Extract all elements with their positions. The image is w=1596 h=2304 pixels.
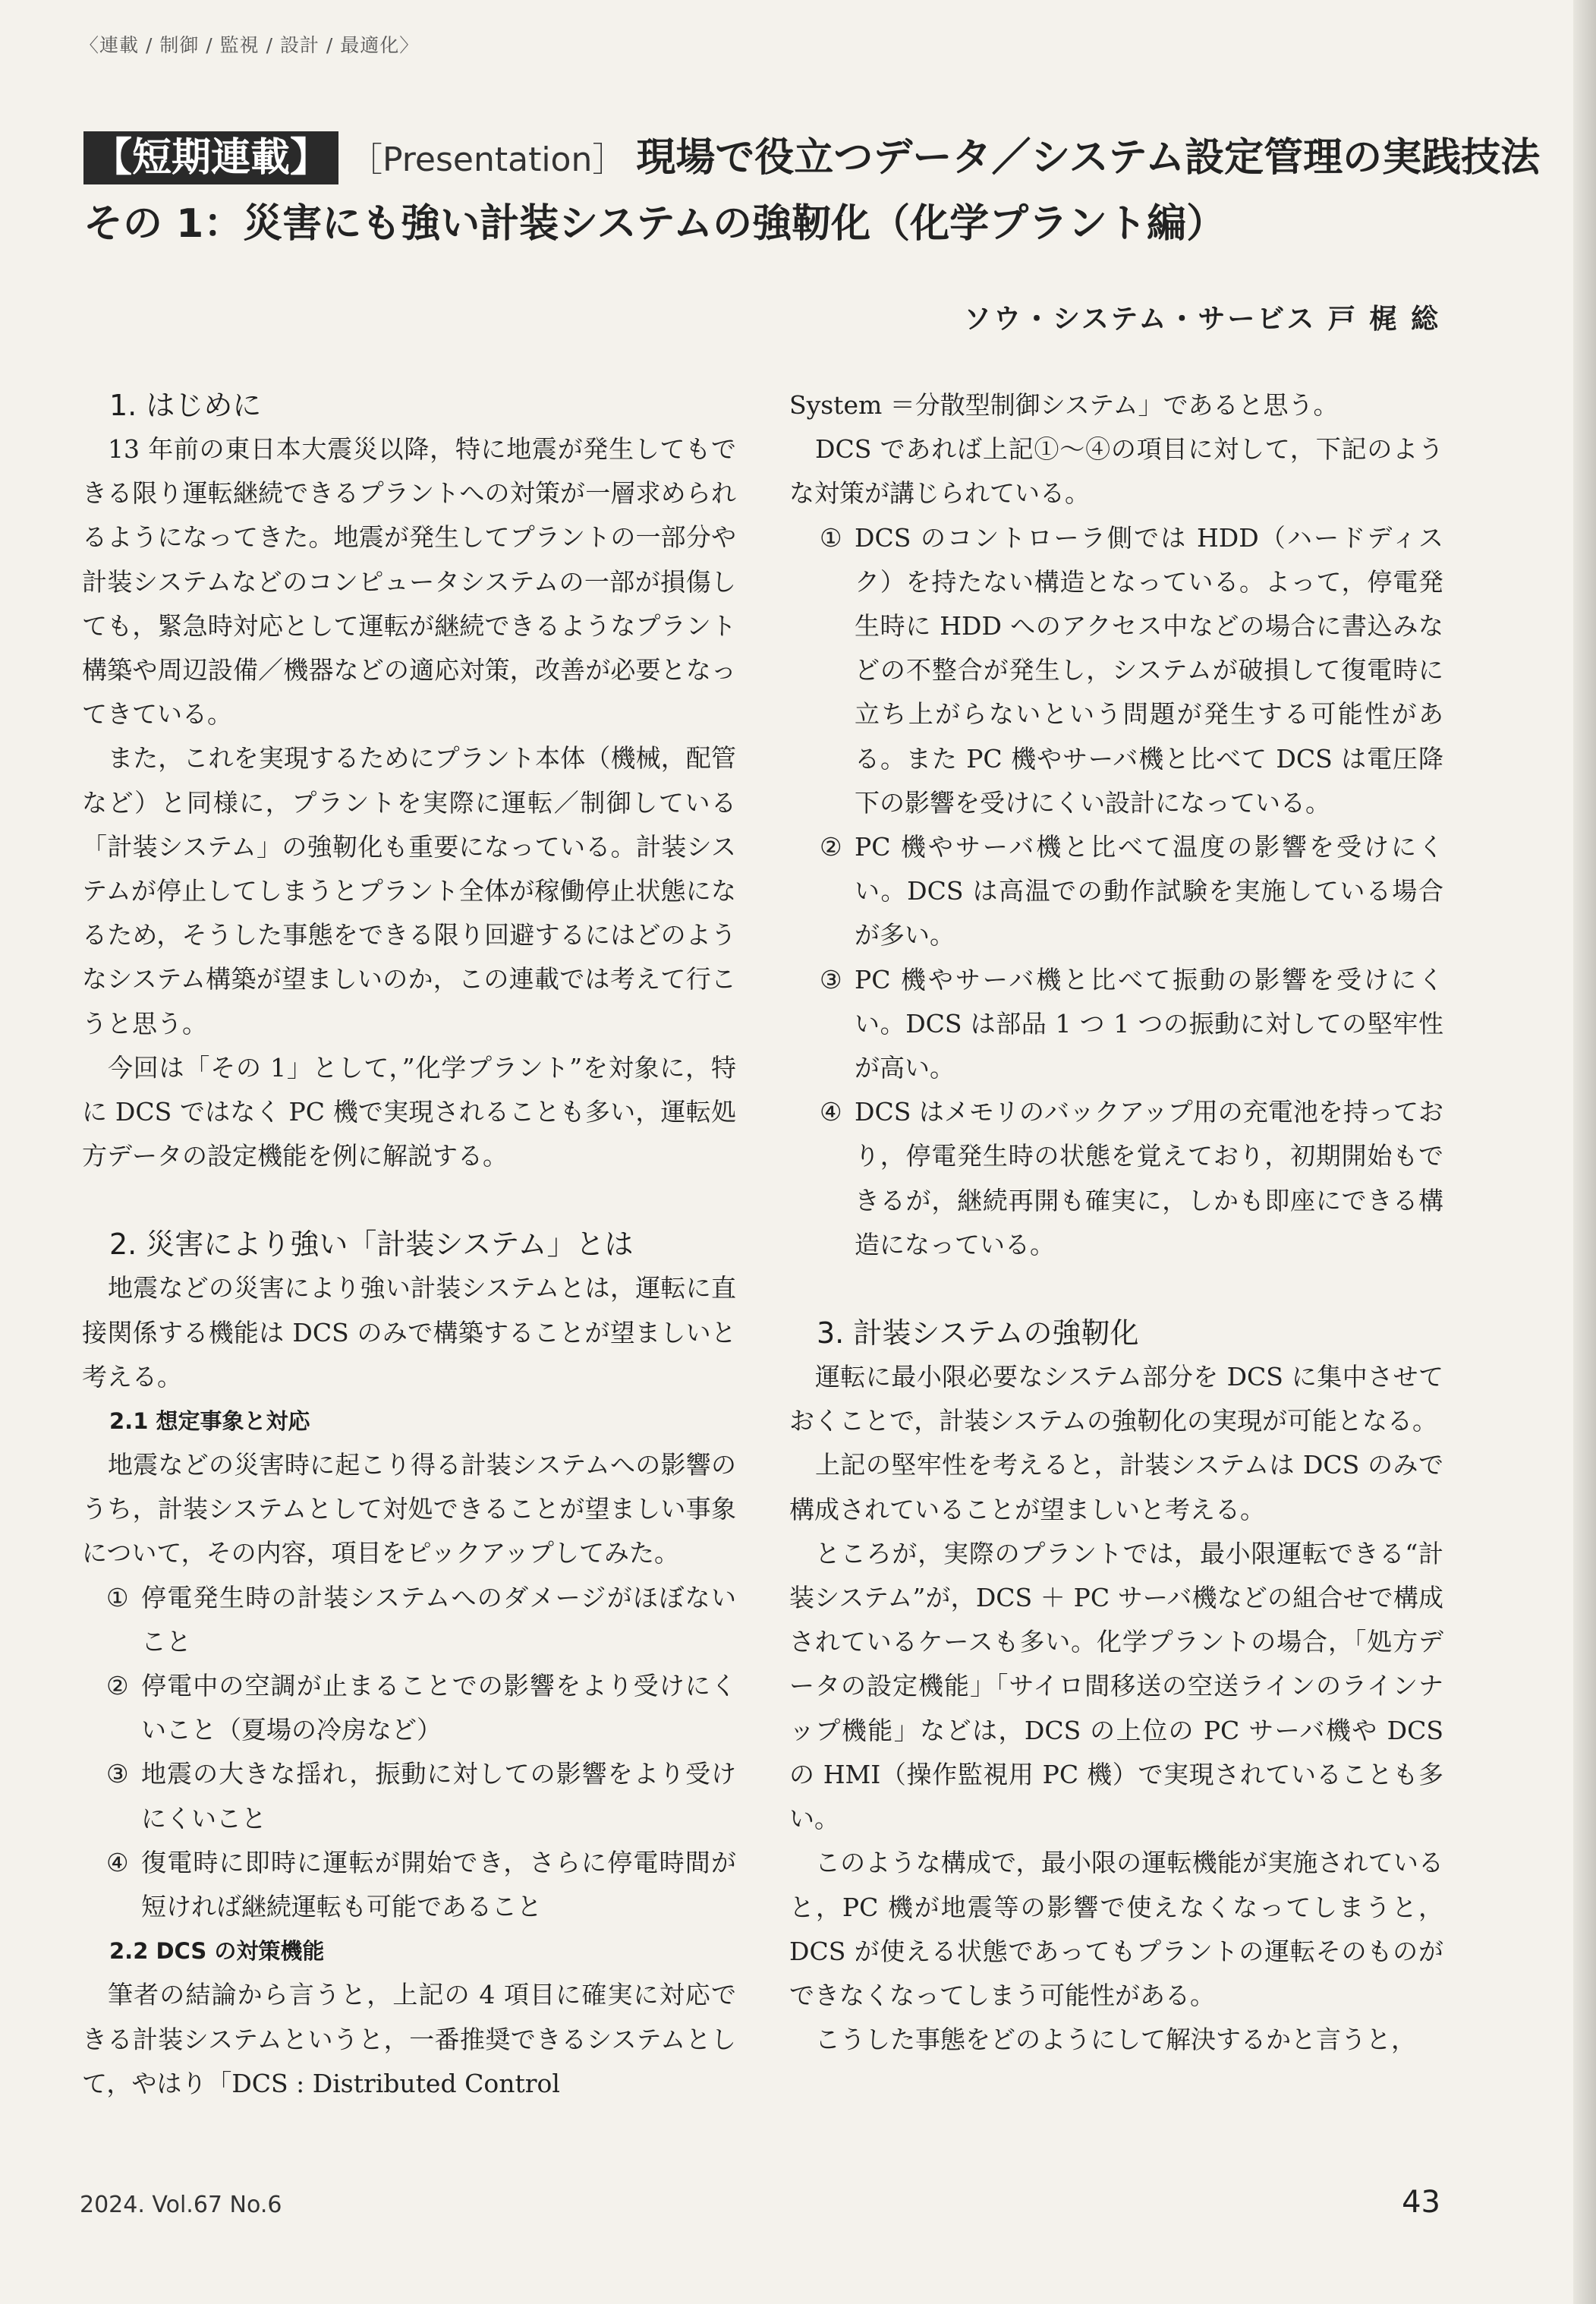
paragraph: 今回は「その 1」として，”化学プラント”を対象に，特に DCS ではなく PC 機で実現されることも多い，運転処方データの設定機能を例に解説する。 — [82, 1052, 736, 1171]
list-item: ④ DCS はメモリのバックアップ用の充電池を持っており，停電発生時の状態を覚えており，初期開始もできるが，継続再開も確実に，しかも即座にできる構造になっている。 — [820, 1097, 1443, 1259]
subsection-2-1-heading: 2.1 想定事象と対応 — [109, 1408, 310, 1435]
presentation-label: ［Presentation］ — [349, 140, 626, 179]
issue-label: 2024. Vol.67 No.6 — [80, 2192, 282, 2218]
main-title: 現場で役立つデータ／システム設定管理の実践技法 — [636, 135, 1541, 181]
paragraph: DCS であれば上記①～④の項目に対して，下記のような対策が講じられている。 — [789, 434, 1443, 509]
section-3-heading: 3. 計装システムの強靭化 — [817, 1316, 1139, 1351]
right-column — [789, 383, 1443, 2062]
list-item: ② 停電中の空調が止まることでの影響をより受けにくいこと（夏場の冷房など） — [106, 1671, 736, 1745]
paragraph: また，これを実現するためにプラント本体（機械，配管など）と同様に，プラントを実際に運転／制御している「計装システム」の強靭化も重要になっている。計装システムが停止してしまうとプラント全体が稼働停止状態になるため，そうした事態をできる限り回避するにはどのようなシステム構築が望ましいのか，この連載では考えて行こうと思う。 — [82, 743, 736, 1039]
list-item: ④ 復電時に即時に運転が開始でき，さらに停電時間が短ければ継続運転も可能であること — [106, 1847, 736, 1922]
paragraph: このような構成で，最小限の運転機能が実施されていると，PC 機が地震等の影響で使えなくなってしまうと，DCS が使える状態であってもプラントの運転そのものができなくなってしまう可能性がある。 — [789, 1848, 1443, 2010]
paragraph: 運転に最小限必要なシステム部分を DCS に集中させておくことで，計装システムの強靭化の実現が可能となる。 — [789, 1362, 1443, 1436]
author-byline: ソウ・システム・サービス 戸 梶 総 — [964, 304, 1440, 335]
subtitle: その 1：災害にも強い計装システムの強靭化（化学プラント編） — [83, 201, 1226, 247]
list-item: ② PC 機やサーバ機と比べて温度の影響を受けにくい。DCS は高温での動作試験を実施している場合が多い。 — [820, 832, 1443, 950]
paragraph: 筆者の結論から言うと，上記の 4 項目に確実に対応できる計装システムというと，一番推奨できるシステムとして，やはり「DCS : Distributed Control — [82, 1980, 736, 2098]
paragraph-continued: System ＝分散型制御システム」であると思う。 — [789, 390, 1339, 420]
list-item: ③ PC 機やサーバ機と比べて振動の影響を受けにくい。DCS は部品 1 つ 1 つの振動に対しての堅牢性が高い。 — [820, 964, 1443, 1083]
paragraph: 地震などの災害時に起こり得る計装システムへの影響のうち，計装システムとして対処できることが望ましい事象について，その内容，項目をピックアップしてみた。 — [82, 1450, 736, 1568]
list-item: ① 停電発生時の計装システムへのダメージがほぼないこと — [106, 1582, 736, 1656]
page-number: 43 — [1402, 2185, 1440, 2220]
paragraph: 上記の堅牢性を考えると，計装システムは DCS のみで構成されていることが望ましいと考える。 — [789, 1450, 1443, 1524]
list-item: ③ 地震の大きな揺れ，振動に対しての影響をより受けにくいこと — [106, 1759, 736, 1833]
list-item: ① DCS のコントローラ側では HDD（ハードディスク）を持たない構造となっている。よって，停電発生時に HDD へのアクセス中などの場合に書込みなどの不整合が発生し，システムが破損して復電時に立ち上がらないという問題が発生する可能性がある。また PC 機やサーバ機と比べて DCS は電圧降下の影響を受けにくい設計になっている。 — [820, 522, 1443, 818]
paragraph: 13 年前の東日本大震災以降，特に地震が発生してもできる限り運転継続できるプラントへの対策が一層求められるようになってきた。地震が発生してプラントの一部分や計装システムなどのコンピュータシステムの一部が損傷しても，緊急時対応として運転が継続できるようなプラント構築や周辺設備／機器などの適応対策，改善が必要となってきている。 — [82, 434, 736, 730]
left-column — [82, 383, 736, 2106]
series-badge: 【短期連載】 — [83, 131, 338, 184]
paragraph: こうした事態をどのようにして解決するかと言うと， — [815, 2025, 1416, 2055]
dcs-measures-list — [789, 516, 1443, 1267]
category-tag: 〈連載 / 制御 / 監視 / 設計 / 最適化〉 — [80, 34, 420, 56]
paragraph: ところが，実際のプラントでは，最小限運転できる“計装システム”が，DCS ＋ PC サーバ機などの組合せで構成されているケースも多い。化学プラントの場合，「処方データの設定機能」「サイロ間移送の空送ラインのラインナップ機能」などは，DCS の上位の PC サーバ機や DCS の HMI（操作監視用 PC 機）で実現されていることも多い。 — [789, 1538, 1443, 1834]
page-edge-shadow — [1573, 0, 1596, 2304]
subsection-2-2-heading: 2.2 DCS の対策機能 — [109, 1938, 325, 1965]
title-line-1 — [83, 128, 1541, 191]
paragraph: 地震などの災害により強い計装システムとは，運転に直接関係する機能は DCS のみで構築することが望ましいと考える。 — [82, 1273, 736, 1392]
event-list — [82, 1576, 736, 1930]
article-title-block — [83, 128, 1541, 254]
section-1-heading: 1. はじめに — [109, 389, 262, 422]
section-2-heading: 2. 災害により強い「計装システム」とは — [109, 1228, 634, 1262]
